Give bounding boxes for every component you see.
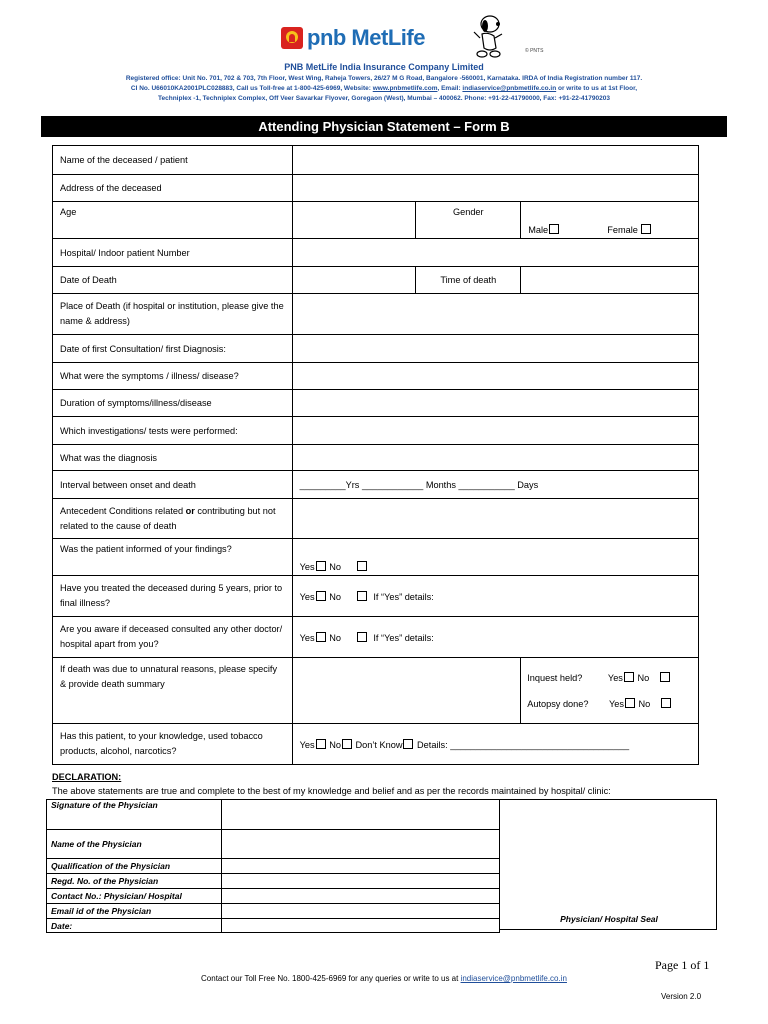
signature-field[interactable]	[222, 800, 500, 830]
qualification-label: Qualification of the Physician	[47, 859, 222, 874]
table-row	[53, 471, 699, 499]
tobacco-label: Has this patient, to your knowledge, used tobacco products, alcohol, narcotics?	[53, 724, 293, 765]
antecedent-or: or	[185, 505, 195, 516]
female-label: Female	[607, 225, 638, 235]
qualification-field[interactable]	[222, 859, 500, 874]
footer	[0, 974, 768, 983]
investigations-label: Which investigations/ tests were performed:	[53, 417, 293, 445]
table-row	[47, 874, 500, 889]
no-label: No	[329, 562, 341, 572]
email-field[interactable]	[222, 904, 500, 919]
antecedent-field[interactable]	[292, 499, 698, 539]
table-row	[53, 617, 699, 658]
duration-field[interactable]	[292, 390, 698, 417]
table-row	[53, 390, 699, 417]
time-of-death-label: Time of death	[416, 267, 521, 294]
table-row	[47, 889, 500, 904]
contact-label: Contact No.: Physician/ Hospital	[47, 889, 222, 904]
consulted-no-checkbox[interactable]	[357, 632, 367, 642]
female-checkbox[interactable]	[641, 224, 651, 234]
treated-yes-checkbox[interactable]	[316, 591, 326, 601]
treated-options	[292, 576, 698, 617]
table-row	[53, 175, 699, 202]
table-row	[47, 919, 500, 933]
autopsy-yes-checkbox[interactable]	[625, 698, 635, 708]
address-line-2-pre: CI No. U66010KA2001PLC028883, Call us Toll-free at 1-800-425-6969, Website:	[130, 85, 373, 92]
time-of-death-field[interactable]	[521, 267, 699, 294]
antecedent-label-post: contributing but not related to the cause of death	[60, 505, 276, 531]
autopsy-row	[527, 691, 688, 717]
informed-no-checkbox[interactable]	[357, 561, 367, 571]
footer-text: Contact our Toll Free No. 1800-425-6969 for any queries or write to us at	[201, 974, 461, 983]
symptoms-label: What were the symptoms / illness/ disease?	[53, 363, 293, 390]
yes-label: Yes	[607, 672, 623, 683]
date-of-death-label: Date of Death	[53, 267, 293, 294]
yes-label: Yes	[299, 632, 315, 643]
snoopy-icon	[462, 12, 512, 60]
table-row	[53, 294, 699, 335]
tobacco-options	[292, 724, 698, 765]
contact-field[interactable]	[222, 889, 500, 904]
gender-label: Gender	[416, 202, 521, 239]
physician-name-field[interactable]	[222, 830, 500, 859]
table-row	[47, 800, 500, 830]
consulted-yes-checkbox[interactable]	[316, 632, 326, 642]
table-row	[53, 724, 699, 765]
place-of-death-label: Place of Death (if hospital or institution, please give the name & address)	[53, 294, 293, 335]
version-label: Version 2.0	[661, 992, 702, 1001]
table-row	[53, 576, 699, 617]
regd-no-field[interactable]	[222, 874, 500, 889]
autopsy-no-checkbox[interactable]	[661, 698, 671, 708]
consulted-label: Are you aware if deceased consulted any other doctor/ hospital apart from you?	[53, 617, 293, 658]
table-row	[47, 830, 500, 859]
signature-label: Signature of the Physician	[47, 800, 222, 830]
table-row	[53, 239, 699, 267]
antecedent-label-pre: Antecedent Conditions related	[60, 505, 186, 516]
male-checkbox[interactable]	[549, 224, 559, 234]
interval-field[interactable]: _________Yrs ____________ Months ___________ Days	[292, 471, 698, 499]
table-row	[53, 445, 699, 471]
email-link[interactable]: indiaservice@pnbmetlife.co.in	[462, 85, 557, 92]
yes-label: Yes	[299, 591, 315, 602]
no-label: No	[329, 632, 341, 643]
antecedent-label	[53, 499, 293, 539]
informed-label: Was the patient informed of your findings?	[53, 539, 293, 576]
table-row	[53, 335, 699, 363]
pnts-mark: © PNTS	[525, 48, 544, 54]
email-label: Email id of the Physician	[47, 904, 222, 919]
address-line-2-mid: , Email:	[437, 85, 463, 92]
table-row	[53, 267, 699, 294]
hospital-number-field[interactable]	[292, 239, 698, 267]
date-label: Date:	[47, 919, 222, 933]
inquest-yes-checkbox[interactable]	[624, 672, 634, 682]
if-yes-details: If “Yes” details:	[373, 632, 434, 643]
if-yes-details: If “Yes” details:	[373, 591, 434, 602]
address-line-3: Techniplex -1, Techniplex Complex, Off Veer Savarkar Flyover, Goregaon (West), Mumbai – 400062. Phone: +91-22-41790000, Fax: +91-22-41790203	[158, 95, 610, 102]
gender-options	[521, 202, 699, 239]
symptoms-field[interactable]	[292, 363, 698, 390]
first-consultation-label: Date of first Consultation/ first Diagnosis:	[53, 335, 293, 363]
form-title: Attending Physician Statement – Form B	[41, 116, 727, 137]
page-number: Page 1 of 1	[655, 958, 710, 972]
address-line-2	[60, 84, 708, 94]
yes-label: Yes	[299, 739, 315, 750]
seal-label: Physician/ Hospital Seal	[560, 914, 658, 924]
registered-address	[60, 74, 708, 104]
deceased-name-label: Name of the deceased / patient	[53, 146, 293, 175]
treated-no-checkbox[interactable]	[357, 591, 367, 601]
address-field[interactable]	[292, 175, 698, 202]
no-label: No	[638, 698, 651, 709]
yes-label: Yes	[299, 562, 315, 572]
place-of-death-field[interactable]	[292, 294, 698, 335]
physician-statement-table	[52, 145, 699, 765]
diagnosis-field[interactable]	[292, 445, 698, 471]
table-row	[53, 499, 699, 539]
duration-label: Duration of symptoms/illness/disease	[53, 390, 293, 417]
footer-email-link[interactable]: indiaservice@pnbmetlife.co.in	[460, 974, 567, 983]
pnb-logo-icon	[281, 27, 303, 49]
tobacco-no-checkbox[interactable]	[342, 739, 352, 749]
tobacco-dont-know-checkbox[interactable]	[403, 739, 413, 749]
interval-label: Interval between onset and death	[53, 471, 293, 499]
date-of-death-field[interactable]	[292, 267, 416, 294]
address-line-1: Registered office: Unit No. 701, 702 & 703, 7th Floor, West Wing, Raheja Towers, 26/27 M G Road, Bangalore -560001, Karnataka. IRDA of India Registration number 117.	[125, 75, 643, 82]
table-row	[53, 658, 699, 724]
logo-text: pnb MetLife	[307, 25, 425, 50]
inquest-row	[527, 665, 688, 691]
no-label: No	[329, 591, 341, 602]
table-row	[47, 904, 500, 919]
details-field[interactable]: Details: ___________________________________	[417, 739, 630, 750]
no-label: No	[329, 739, 341, 750]
age-field[interactable]	[292, 202, 416, 239]
dont-know-label: Don’t Know	[355, 739, 403, 750]
declaration-text: The above statements are true and complete to the best of my knowledge and belief and as per the records maintained by hospital/ clinic:	[52, 786, 611, 796]
table-row	[47, 859, 500, 874]
unnatural-summary-field[interactable]	[292, 658, 521, 724]
autopsy-label: Autopsy done?	[527, 698, 589, 709]
first-consultation-field[interactable]	[292, 335, 698, 363]
inquest-label: Inquest held?	[527, 672, 583, 683]
regd-no-label: Regd. No. of the Physician	[47, 874, 222, 889]
declaration-heading: DECLARATION:	[52, 772, 122, 782]
company-name: PNB MetLife India Insurance Company Limited	[284, 62, 484, 72]
yes-label: Yes	[608, 698, 624, 709]
seal-box[interactable]	[499, 799, 717, 930]
unnatural-label: If death was due to unnatural reasons, please specify & provide death summary	[53, 658, 293, 724]
inquest-autopsy-options	[521, 658, 699, 724]
investigations-field[interactable]	[292, 417, 698, 445]
pnb-metlife-logo	[281, 25, 425, 51]
table-row	[53, 202, 699, 239]
inquest-no-checkbox[interactable]	[660, 672, 670, 682]
hospital-number-label: Hospital/ Indoor patient Number	[53, 239, 293, 267]
table-row	[53, 539, 699, 576]
age-label: Age	[53, 202, 293, 239]
informed-options	[292, 539, 698, 576]
treated-label: Have you treated the deceased during 5 years, prior to final illness?	[53, 576, 293, 617]
informed-yes-checkbox[interactable]	[316, 561, 326, 571]
address-line-2-post: or write to us at 1st Floor,	[556, 85, 638, 92]
physician-name-label: Name of the Physician	[47, 830, 222, 859]
table-row	[53, 146, 699, 175]
no-label: No	[637, 672, 650, 683]
male-label: Male	[528, 225, 549, 235]
website-link[interactable]: www.pnbmetlife.com	[372, 85, 438, 92]
physician-details-table	[46, 799, 500, 933]
tobacco-yes-checkbox[interactable]	[316, 739, 326, 749]
diagnosis-label: What was the diagnosis	[53, 445, 293, 471]
address-label: Address of the deceased	[53, 175, 293, 202]
table-row	[53, 417, 699, 445]
deceased-name-field[interactable]	[292, 146, 698, 175]
table-row	[53, 363, 699, 390]
date-field[interactable]	[222, 919, 500, 933]
consulted-options	[292, 617, 698, 658]
